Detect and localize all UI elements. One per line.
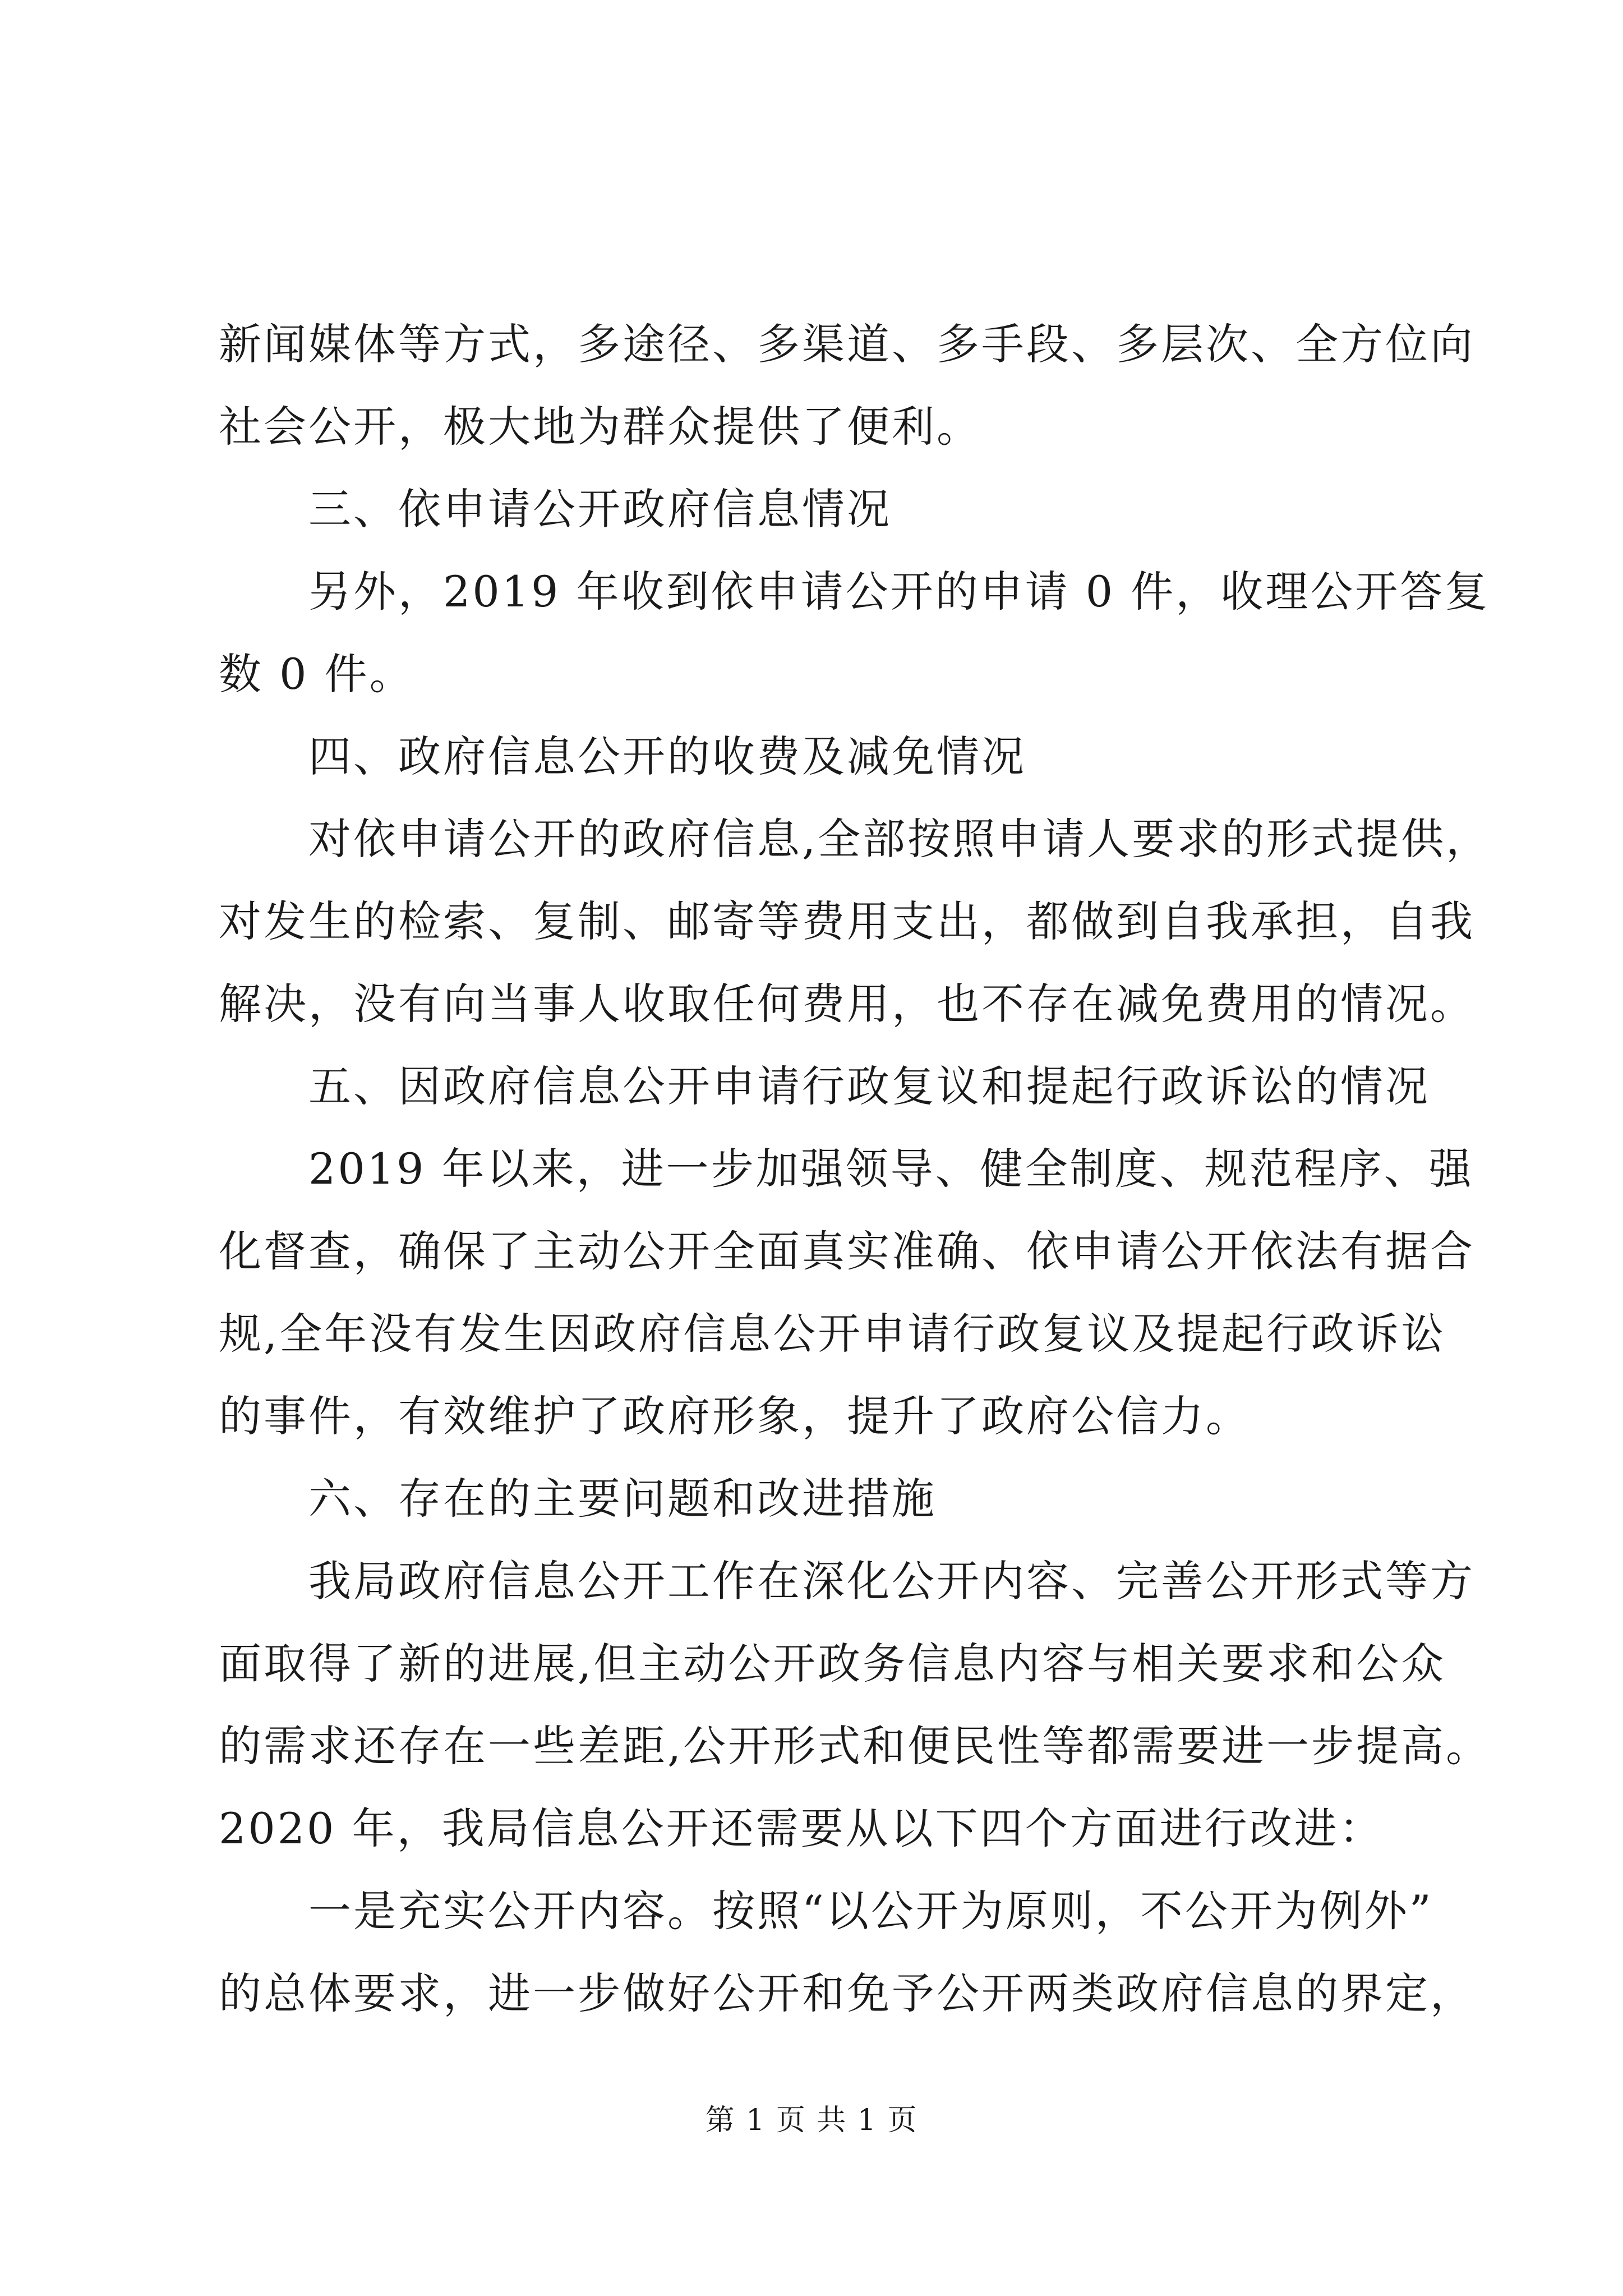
text-line: 对依申请公开的政府信息,全部按照申请人要求的形式提供，: [308, 814, 1491, 864]
text-line: 我局政府信息公开工作在深化公开内容、完善公开形式等方: [308, 1556, 1475, 1606]
text-line: 化督查，确保了主动公开全面真实准确、依申请公开依法有据合: [219, 1226, 1475, 1276]
page-number-label: 第 1 页 共 1 页: [705, 2104, 918, 2137]
text-line: 社会公开，极大地为群众提供了便利。: [219, 402, 981, 452]
text-line: 2020 年，我局信息公开还需要从以下四个方面进行改进：: [219, 1803, 1384, 1853]
text-line: 2019 年以来，进一步加强领导、健全制度、规范程序、强: [308, 1144, 1474, 1194]
document-body: [219, 303, 1491, 2035]
section-heading: 六、存在的主要问题和改进措施: [308, 1474, 937, 1524]
section-heading: 三、依申请公开政府信息情况: [308, 484, 892, 534]
text-line: 的事件，有效维护了政府形象，提升了政府公信力。: [219, 1391, 1251, 1441]
section-heading: 五、因政府信息公开申请行政复议和提起行政诉讼的情况: [308, 1061, 1430, 1111]
text-line: 面取得了新的进展,但主动公开政务信息内容与相关要求和公众: [219, 1639, 1446, 1688]
text-line: 规,全年没有发生因政府信息公开申请行政复议及提起行政诉讼: [219, 1309, 1446, 1359]
text-line: 数 0 件。: [219, 649, 414, 699]
text-line: 的需求还存在一些差距,公开形式和便民性等都需要进一步提高。: [219, 1721, 1491, 1771]
text-line: 一是充实公开内容。按照“以公开为原则，不公开为例外”: [308, 1886, 1433, 1936]
text-line: 对发生的检索、复制、邮寄等费用支出，都做到自我承担，自我: [219, 896, 1475, 946]
page-footer: [0, 2101, 1623, 2140]
text-line: 新闻媒体等方式，多途径、多渠道、多手段、多层次、全方位向: [219, 319, 1475, 369]
text-line: 解决，没有向当事人收取任何费用，也不存在减免费用的情况。: [219, 979, 1475, 1029]
section-heading: 四、政府信息公开的收费及减免情况: [308, 731, 1026, 781]
text-line: 另外，2019 年收到依申请公开的申请 0 件，收理公开答复: [308, 567, 1490, 616]
text-line: 的总体要求，进一步做好公开和免予公开两类政府信息的界定，: [219, 1968, 1475, 2018]
